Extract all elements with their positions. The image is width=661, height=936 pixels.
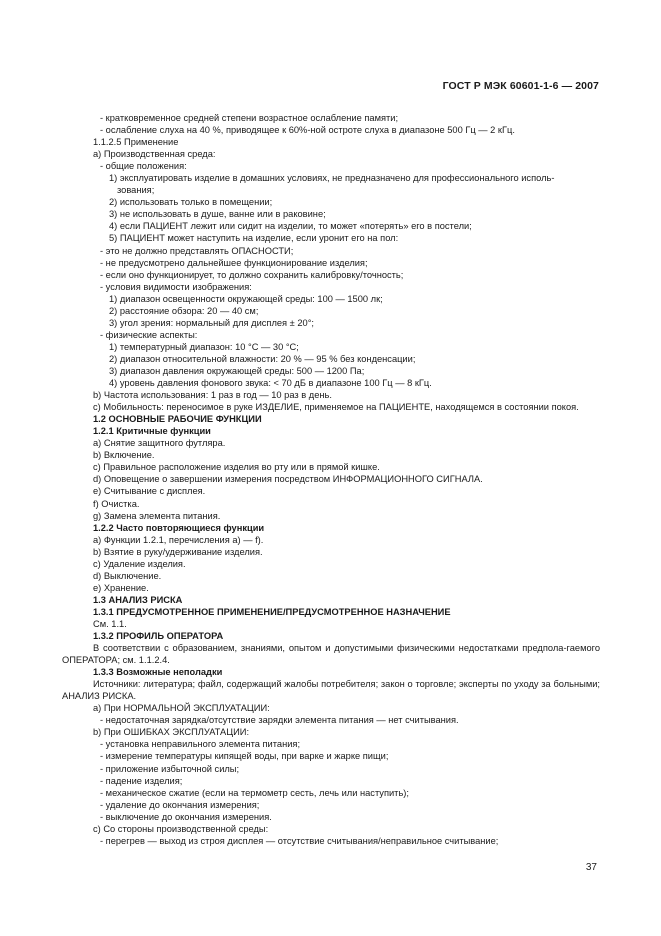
section-heading-1-3-2: 1.3.2 ПРОФИЛЬ ОПЕРАТОРА [93, 631, 224, 642]
list-item: а) Снятие защитного футляра. [93, 438, 226, 449]
text-line: 2) расстояние обзора: 20 — 40 см; [109, 305, 259, 316]
section-heading-1-3-3: 1.3.3 Возможные неполадки [93, 667, 223, 678]
text-line: - удаление до окончания измерения; [100, 799, 260, 810]
list-item: а) При НОРМАЛЬНОЙ ЭКСПЛУАТАЦИИ: [93, 703, 270, 714]
text-line: 1) эксплуатировать изделие в домашних условиях, не предназначено для профессионального исполь- [109, 173, 555, 184]
text-paragraph: Источники: литература; файл, содержащий жалобы потребителя; закон о торговле; эксперты по уходу за больными; АНАЛИЗ РИСКА. [62, 679, 600, 702]
text-line: - это не должно представлять ОПАСНОСТИ; [100, 245, 294, 256]
text-line: - кратковременное средней степени возрастное ослабление памяти; [100, 113, 399, 123]
text-line: - перегрев — выход из строя дисплея — отсутствие считывания/неправильное считывание; [100, 835, 499, 846]
section-heading-1-2-1: 1.2.1 Критичные функции [93, 426, 211, 437]
text-line: - не предусмотрено дальнейшее функционирование изделия; [100, 257, 368, 268]
text-line: См. 1.1. [93, 618, 127, 629]
text-line: 2) диапазон относительной влажности: 20 % — 95 % без конденсации; [109, 353, 416, 364]
text-line: - падение изделия; [100, 775, 183, 786]
text-line: - механическое сжатие (если на термометр сесть, лечь или наступить); [100, 787, 409, 798]
list-item: е) Хранение. [93, 582, 149, 593]
text-line: - установка неправильного элемента питания; [100, 739, 301, 750]
list-item: g) Замена элемента питания. [93, 510, 221, 521]
list-item: d) Выключение. [93, 570, 162, 581]
list-item: е) Считывание с дисплея. [93, 486, 206, 497]
text-paragraph: с) Мобильность: переносимое в руке ИЗДЕЛИЕ, применяемое на ПАЦИЕНТЕ, находящемся в состоянии покоя. [93, 402, 579, 413]
text-line: - выключение до окончания измерения. [100, 811, 272, 822]
text-line: зования; [117, 185, 155, 196]
text-line: 1) температурный диапазон: 10 °С — 30 °С; [109, 341, 299, 352]
section-heading-1-2: 1.2 ОСНОВНЫЕ РАБОЧИЕ ФУНКЦИИ [93, 414, 262, 425]
standard-header: ГОСТ Р МЭК 60601-1-6 — 2007 [442, 80, 599, 92]
list-item: b) Включение. [93, 450, 155, 461]
text-line: - общие положения: [100, 161, 187, 172]
text-line: 5) ПАЦИЕНТ может наступить на изделие, если уронит его на пол: [109, 233, 399, 244]
text-line: - ослабление слуха на 40 %, приводящее к 60%-ной остроте слуха в диапазоне 500 Гц — 2 кГц. [100, 125, 515, 136]
text-line: а) Производственная среда: [93, 149, 216, 160]
text-line: 3) не использовать в душе, ванне или в раковине; [109, 209, 326, 220]
text-line: 3) угол зрения: нормальный для дисплея ± 20°; [109, 317, 314, 328]
section-heading-1-3-1: 1.3.1 ПРЕДУСМОТРЕННОЕ ПРИМЕНЕНИЕ/ПРЕДУСМОТРЕННОЕ НАЗНАЧЕНИЕ [93, 606, 451, 617]
list-item: d) Оповещение о завершении измерения посредством ИНФОРМАЦИОННОГО СИГНАЛА. [93, 474, 483, 485]
text-line: - измерение температуры кипящей воды, при варке и жарке пищи; [100, 751, 389, 762]
list-item: b) При ОШИБКАХ ЭКСПЛУАТАЦИИ: [93, 727, 250, 738]
text-paragraph: В соответствии с образованием, знаниями, опытом и допустимыми физическими недостатками предпола-гаемого ОПЕРАТОРА; см. 1.1.2.4. [62, 643, 600, 666]
text-line: 1) диапазон освещенности окружающей среды: 100 — 1500 лк; [109, 293, 383, 304]
text-line: - условия видимости изображения: [100, 281, 252, 292]
list-item: b) Взятие в руку/удерживание изделия. [93, 546, 263, 557]
list-item: с) Правильное расположение изделия во рту или в прямой кишке. [93, 462, 380, 473]
text-line: 3) диапазон давления окружающей среды: 500 — 1200 Па; [109, 365, 365, 376]
text-line: 4) уровень давления фонового звука: < 70 дБ в диапазоне 100 Гц — 8 кГц. [109, 378, 432, 389]
section-heading-1-1-2-5: 1.1.2.5 Применение [93, 137, 179, 148]
list-item: а) Функции 1.2.1, перечисления а) — f). [93, 534, 264, 545]
text-line: - приложение избыточной силы; [100, 763, 240, 774]
text-line: 4) если ПАЦИЕНТ лежит или сидит на изделии, то может «потерять» его в постели; [109, 221, 472, 232]
list-item: с) Удаление изделия. [93, 558, 186, 569]
section-heading-1-2-2: 1.2.2 Часто повторяющиеся функции [93, 522, 265, 533]
text-line: b) Частота использования: 1 раз в год — 10 раз в день. [93, 390, 332, 401]
text-line: - недостаточная зарядка/отсутствие зарядки элемента питания — нет считывания. [100, 715, 459, 726]
page-number: 37 [585, 862, 597, 873]
section-heading-1-3: 1.3 АНАЛИЗ РИСКА [93, 594, 183, 605]
list-item: с) Со стороны производственной среды: [93, 823, 269, 834]
text-line: 2) использовать только в помещении; [109, 197, 273, 208]
text-line: - физические аспекты: [100, 329, 198, 340]
document-body [62, 112, 600, 847]
list-item: f) Очистка. [93, 498, 140, 509]
text-line: - если оно функционирует, то должно сохранить калибровку/точность; [100, 269, 404, 280]
